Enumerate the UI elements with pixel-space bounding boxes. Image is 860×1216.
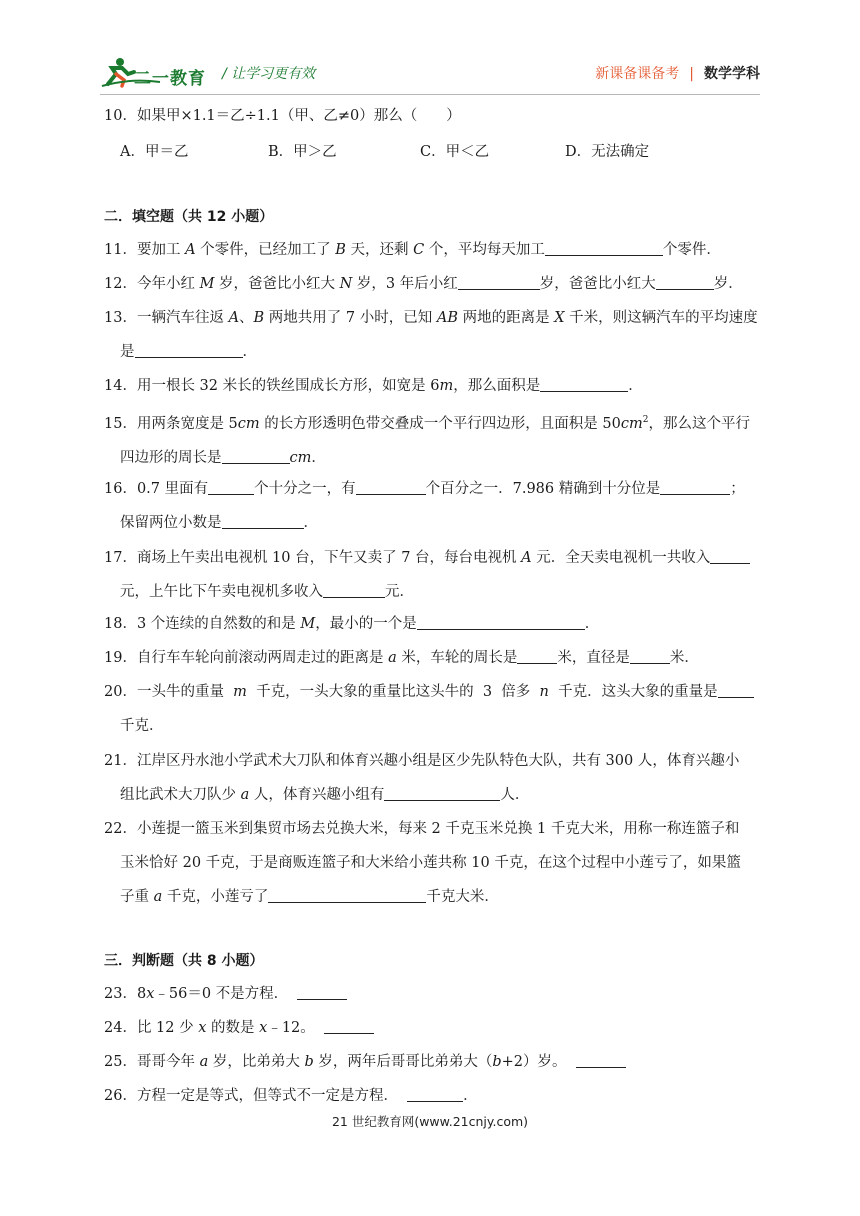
page-footer: 21 世纪教育网(www.21cnjy.com) <box>331 1114 529 1129</box>
header-subject <box>595 63 760 83</box>
question-19: 19．自行车车轮向前滚动两周走过的距离是 a 米，车轮的周长是 米，直径是 米． <box>104 650 699 666</box>
header-separator: | <box>689 66 694 82</box>
answer-blank[interactable] <box>458 274 540 290</box>
question-22: 22．小莲提一篮玉米到集贸市场去兑换大米，每来 2 千克玉米兑换 1 千克大米，用称一称连篮子和 玉米恰好 20 千克，于是商贩连篮子和大米给小莲共称 10 千克，在这个过程中小莲亏了，如果篮 子重 a 千克，小莲亏了 千克大米． <box>104 821 741 905</box>
answer-blank[interactable] <box>630 648 670 664</box>
question-11: 11．要加工 A 个零件，已经加工了 B 天，还剩 C 个，平均每天加工 个零件． <box>104 242 721 258</box>
answer-blank[interactable] <box>660 479 730 495</box>
section-fill-title: 二．填空题（共 12 小题） <box>104 209 274 225</box>
page-header <box>100 52 760 92</box>
question-23: 23．8x﹣56＝0 不是方程． <box>104 984 764 1004</box>
question-20: 20．一头牛的重量 m 千克，一头大象的重量比这头牛的 3 倍多 n 千克．这头大象的重量是 千克． <box>104 675 764 743</box>
option-b: B．甲＞乙 <box>268 144 337 160</box>
header-subject-label: 数学学科 <box>704 66 760 82</box>
answer-blank[interactable] <box>710 548 750 564</box>
answer-blank[interactable] <box>540 376 628 392</box>
answer-blank[interactable] <box>324 1018 374 1034</box>
question-18: 18．3 个连续的自然数的和是 M，最小的一个是 ． <box>104 616 600 632</box>
option-d: D．无法确定 <box>565 144 650 160</box>
question-24: 24．比 12 少 x 的数是 x﹣12。 <box>104 1018 764 1038</box>
answer-blank[interactable] <box>268 887 426 903</box>
slogan: / 让学习更有效 <box>222 66 316 82</box>
logo-text: 二一教育 <box>134 69 206 89</box>
answer-blank[interactable] <box>417 614 585 630</box>
option-c: C．甲＜乙 <box>420 144 490 160</box>
answer-blank[interactable] <box>208 479 254 495</box>
section-judge-title: 三．判断题（共 8 小题） <box>104 953 264 969</box>
answer-blank[interactable] <box>656 274 714 290</box>
question-17: 17．商场上午卖出电视机 10 台，下午又卖了 7 台，每台电视机 A 元．全天卖电视机一共收入 元，上午比下午卖电视机多收入 元． <box>104 541 764 609</box>
question-21: 21．江岸区丹水池小学武术大刀队和体育兴趣小组是区少先队特色大队，共有 300 人，体育兴趣小 组比武术大刀队少 a 人，体育兴趣小组有 人． <box>104 753 740 803</box>
question-25: 25．哥哥今年 a 岁，比弟弟大 b 岁，两年后哥哥比弟弟大（b+2）岁。 <box>104 1052 764 1072</box>
option-a: A．甲＝乙 <box>120 144 189 160</box>
question-12: 12．今年小红 M 岁，爸爸比小红大 N 岁，3 年后小红 岁，爸爸比小红大 岁． <box>104 276 743 292</box>
header-course-label: 新课备课备考 <box>595 66 680 82</box>
question-14: 14．用一根长 32 米长的铁丝围成长方形，如宽是 6m，那么面积是 ． <box>104 378 643 394</box>
answer-blank[interactable] <box>323 582 385 598</box>
answer-blank[interactable] <box>517 648 557 664</box>
answer-blank[interactable] <box>407 1086 463 1102</box>
answer-blank[interactable] <box>356 479 426 495</box>
question-15: 15．用两条宽度是 5cm 的长方形透明色带交叠成一个平行四边形，且面积是 $50cm^2$，那么这个平行 四边形的周长是 cm． <box>104 415 750 466</box>
answer-blank[interactable] <box>222 448 290 464</box>
brand-logo <box>100 56 210 88</box>
question-16: 16．0.7 里面有 个十分之一，有 个百分之一．7.986 精确到十分位是 ； 保留两位小数是 ． <box>104 481 745 531</box>
question-13: 13．一辆汽车往返 A、B 两地共用了 7 小时，已知 AB 两地的距离是 X 千米，则这辆汽车的平均速度 是 ． <box>104 310 758 360</box>
answer-blank[interactable] <box>545 240 663 256</box>
answer-blank[interactable] <box>384 785 500 801</box>
header-divider <box>100 94 760 95</box>
answer-blank[interactable] <box>135 342 243 358</box>
answer-blank[interactable] <box>718 682 754 698</box>
question-10: 10．如果甲×1.1＝乙÷1.1（甲、乙≠0）那么（ ） <box>104 108 461 124</box>
answer-blank[interactable] <box>222 513 304 529</box>
answer-blank[interactable] <box>576 1052 626 1068</box>
answer-blank[interactable] <box>297 984 347 1000</box>
question-26: 26．方程一定是等式，但等式不一定是方程． ． <box>104 1088 478 1104</box>
